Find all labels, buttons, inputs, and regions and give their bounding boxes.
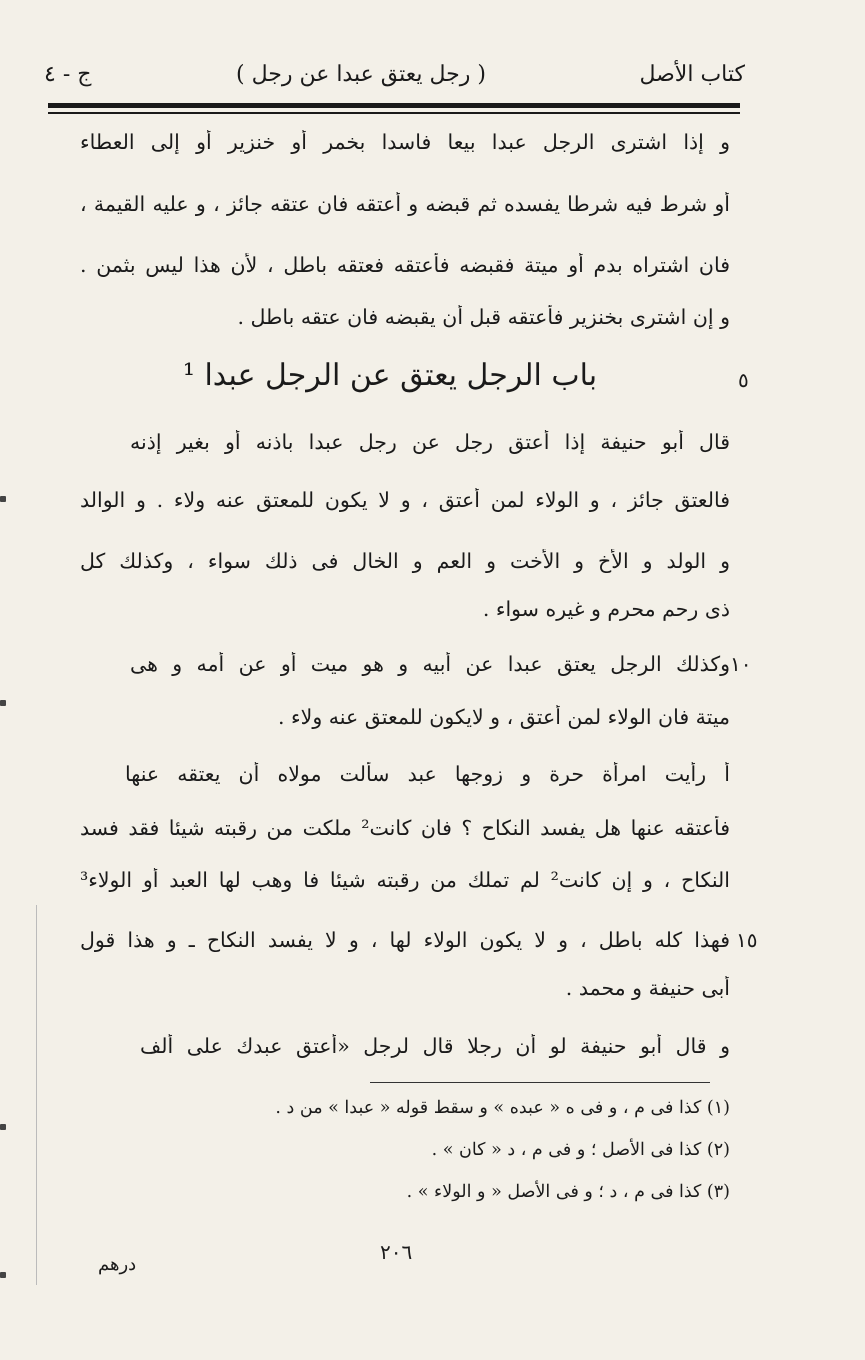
scan-mark [0,700,6,706]
body-line: أ رأيت امرأة حرة و زوجها عبد سألت مولاه أن يعتقه عنها [125,762,730,786]
body-line: أبى حنيفة و محمد . [565,976,730,1000]
body-line: وكذلك الرجل يعتق عبدا عن أبيه و هو ميت أو عن أمه و هى [130,652,730,676]
body-line: فأعتقه عنها هل يفسد النكاح ؟ فان كانت² ملكت من رقبته شيئا فقد فسد [80,816,730,840]
body-line: فالعتق جائز ، و الولاء لمن أعتق ، و لا يكون للمعتق عنه ولاء . و الوالد [80,488,730,512]
footnote: (٣) كذا فى م ، د ؛ و فى الأصل « و الولاء » . [406,1182,730,1202]
line-number-5: ٥ [738,368,749,392]
footnote-rule [370,1082,710,1083]
body-line: فان اشتراه بدم أو ميتة فقبضه فأعتقه فعتقه باطل ، لأن هذا ليس بثمن . [80,253,730,277]
scan-mark [0,1272,6,1278]
body-line: النكاح ، و إن كانت² لم تملك من رقبته شيئا فا وهب لها العبد أو الولاء³ [80,868,730,892]
body-line: و قال أبو حنيفة لو أن رجلا قال لرجل «أعتق عبدك على ألف [140,1034,730,1058]
footnote: (٢) كذا فى الأصل ؛ و فى م ، د « كان » . [431,1140,730,1160]
body-line: أو شرط فيه شرطا يفسده ثم قبضه و أعتقه فان عتقه جائز ، و عليه القيمة ، [80,192,730,216]
book-title: كتاب الأصل [639,62,745,87]
section-heading: باب الرجل يعتق عن الرجل عبدا ¹ [182,358,598,393]
page-number: ٢٠٦ [380,1240,413,1264]
body-line: ميتة فان الولاء لمن أعتق ، و لايكون للمعتق عنه ولاء . [278,705,730,729]
running-title: ( رجل يعتق عبدا عن رجل ) [236,62,486,87]
binding-edge-line [36,905,37,1285]
header-rule-thick [48,103,740,108]
body-line: ذى رحم محرم و غيره سواء . [482,597,730,621]
footnote: (١) كذا فى م ، و فى ه « عبده » و سقط قوله « عبدا » من د . [275,1098,730,1118]
line-number-15: ١٥ [736,928,758,952]
scan-mark [0,1124,6,1130]
body-line: و الولد و الأخ و الأخت و العم و الخال فى ذلك سواء ، وكذلك كل [80,549,730,573]
body-line: قال أبو حنيفة إذا أعتق رجل عن رجل عبدا باذنه أو بغير إذنه [130,430,730,454]
body-line: و إن اشترى بخنزير فأعتقه قبل أن يقبضه فان عتقه باطل . [237,305,730,329]
signature-catchword: درهم [98,1254,137,1275]
header-rule-thin [48,112,740,114]
volume-number: ج - ٤ [44,62,92,87]
scan-mark [0,496,6,502]
body-line: و إذا اشترى الرجل عبدا بيعا فاسدا بخمر أو خنزير أو إلى العطاء [80,130,730,154]
line-number-10: ١٠ [730,652,752,676]
body-line: فهذا كله باطل ، و لا يكون الولاء لها ، و لا يفسد النكاح ـ و هذا قول [80,928,730,952]
